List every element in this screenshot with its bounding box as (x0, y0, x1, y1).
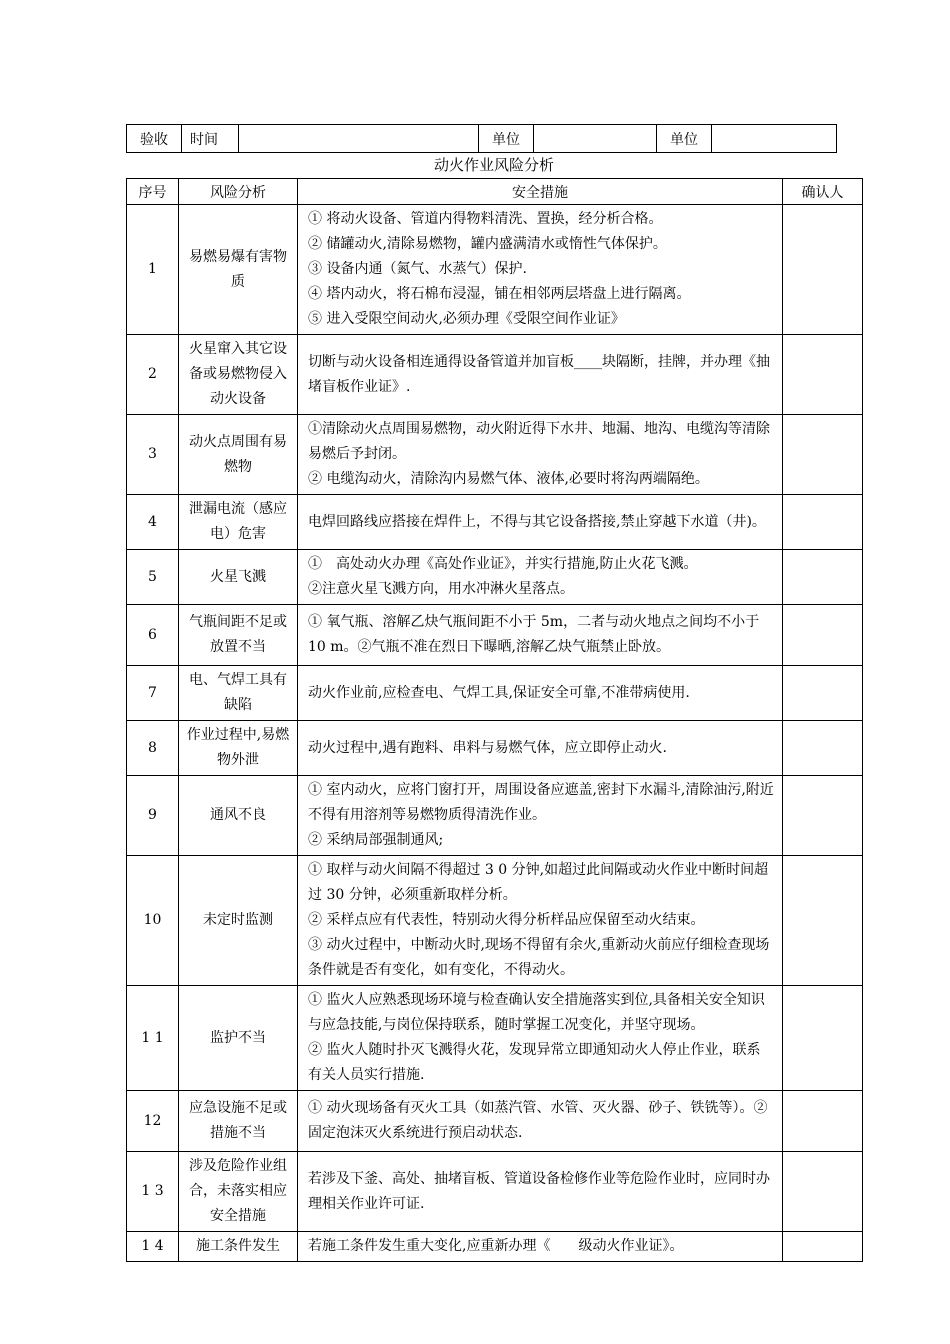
table-row (127, 605, 863, 666)
measures-cell (298, 1152, 783, 1232)
measures-cell (298, 335, 783, 415)
row-number: 4 (127, 495, 179, 550)
measure-item: ① 监火人应熟悉现场环境与检查确认安全措施落实到位,具备相关安全知识与应急技能,与岗位保持联系，随时掌握工况变化，并坚守现场。 (308, 992, 765, 1033)
table-row (127, 776, 863, 856)
measure-item: 若涉及下釜、高处、抽堵盲板、管道设备检修作业等危险作业时，应同时办理相关作业许可证. (308, 1170, 770, 1212)
table-row (127, 495, 863, 550)
confirm-cell[interactable] (783, 1091, 863, 1152)
measure-item: ④ 塔内动火，将石棉布浸湿，铺在相邻两层塔盘上进行隔离。 (308, 286, 691, 302)
measure-item: ①清除动火点周围易燃物，动火附近得下水井、地漏、地沟、电缆沟等清除易燃后予封闭。 (308, 421, 770, 462)
table-row (127, 666, 863, 721)
header-risk: 风险分析 (179, 179, 298, 205)
measure-item: ② 储罐动火,清除易燃物，罐内盛满清水或惰性气体保护。 (308, 236, 667, 252)
measures-cell (298, 1232, 783, 1262)
confirm-cell[interactable] (783, 1152, 863, 1232)
row-number: 1 4 (127, 1232, 179, 1262)
row-number: 5 (127, 550, 179, 605)
risk-analysis-table (126, 178, 863, 1262)
confirm-cell[interactable] (783, 605, 863, 666)
measure-item: ① 取样与动火间隔不得超过 3 0 分钟,如超过此间隔或动火作业中断时间超过 30 分钟，必须重新取样分析。 (308, 862, 769, 903)
measure-item: ② 监火人随时扑灭飞溅得火花，发现异常立即通知动火人停止作业，联系有关人员实行措施. (308, 1042, 761, 1083)
measures-cell (298, 205, 783, 335)
measure-item: ② 电缆沟动火，清除沟内易燃气体、液体,必要时将沟两端隔绝。 (308, 471, 709, 487)
measure-item: ① 室内动火，应将门窗打开，周围设备应遮盖,密封下水漏斗,清除油污,附近不得有用溶剂等易燃物质得清洗作业。 (308, 782, 774, 823)
confirm-cell[interactable] (783, 856, 863, 986)
row-number: 7 (127, 666, 179, 721)
measures-cell (298, 495, 783, 550)
confirm-cell[interactable] (783, 335, 863, 415)
risk-cell: 通风不良 (179, 776, 298, 856)
confirm-cell[interactable] (783, 495, 863, 550)
risk-cell: 火星窜入其它设备或易燃物侵入动火设备 (179, 335, 298, 415)
measures-cell (298, 666, 783, 721)
confirm-cell[interactable] (783, 776, 863, 856)
measure-item: ③ 设备内通（氮气、水蒸气）保护. (308, 261, 527, 277)
row-number: 6 (127, 605, 179, 666)
header-confirm: 确认人 (783, 179, 863, 205)
confirm-cell[interactable] (783, 721, 863, 776)
risk-cell: 泄漏电流（感应电）危害 (179, 495, 298, 550)
unit-label-2: 单位 (657, 125, 712, 153)
measures-cell (298, 776, 783, 856)
row-number: 1 3 (127, 1152, 179, 1232)
measures-cell (298, 721, 783, 776)
table-row (127, 415, 863, 495)
measure-item: ① 动火现场备有灭火工具（如蒸汽管、水管、灭火器、砂子、铁铣等）。②固定泡沫灭火系统进行预启动状态. (308, 1100, 768, 1141)
table-row (127, 1152, 863, 1232)
confirm-cell[interactable] (783, 205, 863, 335)
measures-cell (298, 605, 783, 666)
measure-item: ① 氧气瓶、溶解乙炔气瓶间距不小于 5m，二者与动火地点之间均不小于 10 m。②气瓶不准在烈日下曝晒,溶解乙炔气瓶禁止卧放。 (308, 614, 760, 655)
risk-cell: 应急设施不足或措施不当 (179, 1091, 298, 1152)
confirm-cell[interactable] (783, 550, 863, 605)
measure-item: 动火过程中,遇有跑料、串料与易燃气体，应立即停止动火. (308, 739, 667, 756)
table-row (127, 335, 863, 415)
risk-cell: 施工条件发生 (179, 1232, 298, 1262)
risk-cell: 动火点周围有易燃物 (179, 415, 298, 495)
unit-field-1[interactable] (534, 125, 657, 153)
confirm-cell[interactable] (783, 986, 863, 1091)
measure-item: ② 采样点应有代表性，特别动火得分析样品应保留至动火结束。 (308, 912, 705, 928)
header-measures: 安全措施 (298, 179, 783, 205)
row-number: 1 1 (127, 986, 179, 1091)
table-row (127, 986, 863, 1091)
unit-field-2[interactable] (712, 125, 837, 153)
risk-cell: 作业过程中,易燃物外泄 (179, 721, 298, 776)
measure-item: 电焊回路线应搭接在焊件上，不得与其它设备搭接,禁止穿越下水道（井)。 (308, 513, 766, 530)
row-number: 10 (127, 856, 179, 986)
acceptance-label: 验收 (127, 125, 182, 153)
table-row (127, 1091, 863, 1152)
table-row (127, 205, 863, 335)
measure-item: ③ 动火过程中，中断动火时,现场不得留有余火,重新动火前应仔细检查现场条件就是否有变化，如有变化，不得动火。 (308, 937, 770, 978)
measures-cell (298, 986, 783, 1091)
measures-cell (298, 415, 783, 495)
measure-item: ① 将动火设备、管道内得物料清洗、置换，经分析合格。 (308, 211, 663, 227)
row-number: 3 (127, 415, 179, 495)
row-number: 12 (127, 1091, 179, 1152)
measure-item: ②注意火星飞溅方向，用水冲淋火星落点。 (308, 581, 574, 597)
table-title: 动火作业风险分析 (433, 156, 554, 174)
confirm-cell[interactable] (783, 1232, 863, 1262)
risk-cell: 火星飞溅 (179, 550, 298, 605)
row-number: 1 (127, 205, 179, 335)
confirm-cell[interactable] (783, 666, 863, 721)
measure-item: 动火作业前,应检查电、气焊工具,保证安全可靠,不准带病使用. (308, 684, 690, 701)
acceptance-table (126, 124, 837, 153)
table-row (127, 721, 863, 776)
risk-cell: 易燃易爆有害物质 (179, 205, 298, 335)
table-row (127, 1232, 863, 1262)
measure-item: ② 采纳局部强制通风; (308, 832, 444, 848)
measures-cell (298, 856, 783, 986)
time-field[interactable] (239, 125, 479, 153)
row-number: 9 (127, 776, 179, 856)
measures-cell (298, 550, 783, 605)
risk-cell: 未定时监测 (179, 856, 298, 986)
measure-item: ⑤ 进入受限空间动火,必须办理《受限空间作业证》 (308, 311, 625, 327)
table-row (127, 550, 863, 605)
risk-cell: 监护不当 (179, 986, 298, 1091)
unit-label-1: 单位 (479, 125, 534, 153)
measure-item: ① 高处动火办理《高处作业证》，并实行措施,防止火花飞溅。 (308, 556, 698, 572)
measure-item: 切断与动火设备相连通得设备管道并加盲板____块隔断，挂牌，并办理《抽堵盲板作业证》. (308, 353, 770, 395)
time-label: 时间 (182, 125, 239, 153)
table-header-row (127, 179, 863, 205)
row-number: 8 (127, 721, 179, 776)
measure-item: 若施工条件发生重大变化,应重新办理《 级动火作业证》。 (308, 1238, 684, 1254)
risk-cell: 电、气焊工具有缺陷 (179, 666, 298, 721)
row-number: 2 (127, 335, 179, 415)
measures-cell (298, 1091, 783, 1152)
risk-cell: 气瓶间距不足或放置不当 (179, 605, 298, 666)
table-row (127, 856, 863, 986)
confirm-cell[interactable] (783, 415, 863, 495)
header-no: 序号 (127, 179, 179, 205)
risk-cell: 涉及危险作业组合，未落实相应安全措施 (179, 1152, 298, 1232)
